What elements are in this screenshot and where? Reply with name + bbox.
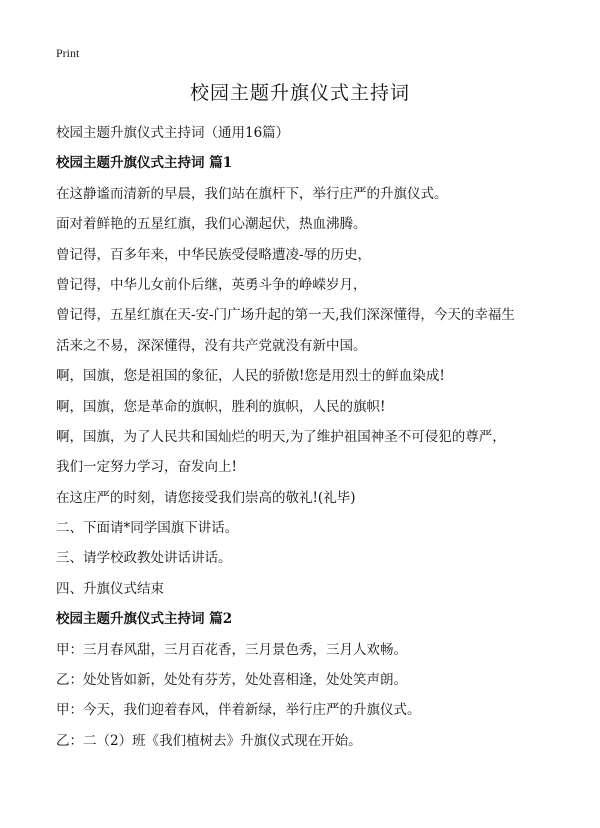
paragraph-line: 乙：处处皆如新，处处有芬芳，处处喜相逢，处处笑声朗。 (56, 672, 407, 689)
paragraph-line: 活来之不易，深深懂得，没有共产党就没有新中国。 (56, 337, 367, 354)
document-body (56, 118, 556, 756)
paragraph-line: 三、请学校政教处讲话讲话。 (56, 550, 232, 567)
section-heading: 校园主题升旗仪式主持词 篇1 (56, 155, 233, 172)
paragraph-line: 啊，国旗，您是祖国的象征，人民的骄傲!您是用烈士的鲜血染成! (56, 368, 445, 385)
paragraph-line: 四、升旗仪式结束 (56, 580, 164, 597)
paragraph-line: 面对着鲜艳的五星红旗，我们心潮起伏，热血沸腾。 (56, 216, 367, 233)
paragraph-line: 在这庄严的时刻，请您接受我们崇高的敬礼!(礼毕) (56, 489, 356, 506)
print-label: Print (56, 46, 80, 60)
paragraph-line: 在这静谧而清新的早晨，我们站在旗杆下，举行庄严的升旗仪式。 (56, 185, 448, 202)
paragraph-line: 校园主题升旗仪式主持词（通用16篇） (56, 125, 290, 141)
paragraph-line: 曾记得，百多年来，中华民族受侵略遭凌-辱的历史， (56, 246, 372, 263)
paragraph-line: 我们一定努力学习，奋发向上! (56, 459, 237, 476)
document-title: 校园主题升旗仪式主持词 (189, 82, 410, 104)
paragraph-line: 二、下面请*同学国旗下讲话。 (56, 520, 239, 537)
paragraph-line: 甲：三月春风甜，三月百花香，三月景色秀，三月人欢畅。 (56, 641, 407, 658)
paragraph-line: 啊，国旗，为了人民共和国灿烂的明天,为了维护祖国神圣不可侵犯的尊严， (56, 428, 506, 445)
paragraph-line: 乙：二（2）班《我们植树去》升旗仪式现在开始。 (56, 732, 362, 749)
paragraph-line: 啊，国旗，您是革命的旗帜，胜利的旗帜，人民的旗帜! (56, 398, 386, 415)
section-heading: 校园主题升旗仪式主持词 篇2 (56, 611, 233, 628)
paragraph-line: 甲：今天，我们迎着春风，伴着新绿，举行庄严的升旗仪式。 (56, 702, 421, 719)
paragraph-line: 曾记得，中华儿女前仆后继，英勇斗争的峥嵘岁月， (56, 276, 367, 293)
paragraph-line: 曾记得，五星红旗在天-安-门广场升起的第一天,我们深深懂得，今天的幸福生 (56, 307, 515, 324)
